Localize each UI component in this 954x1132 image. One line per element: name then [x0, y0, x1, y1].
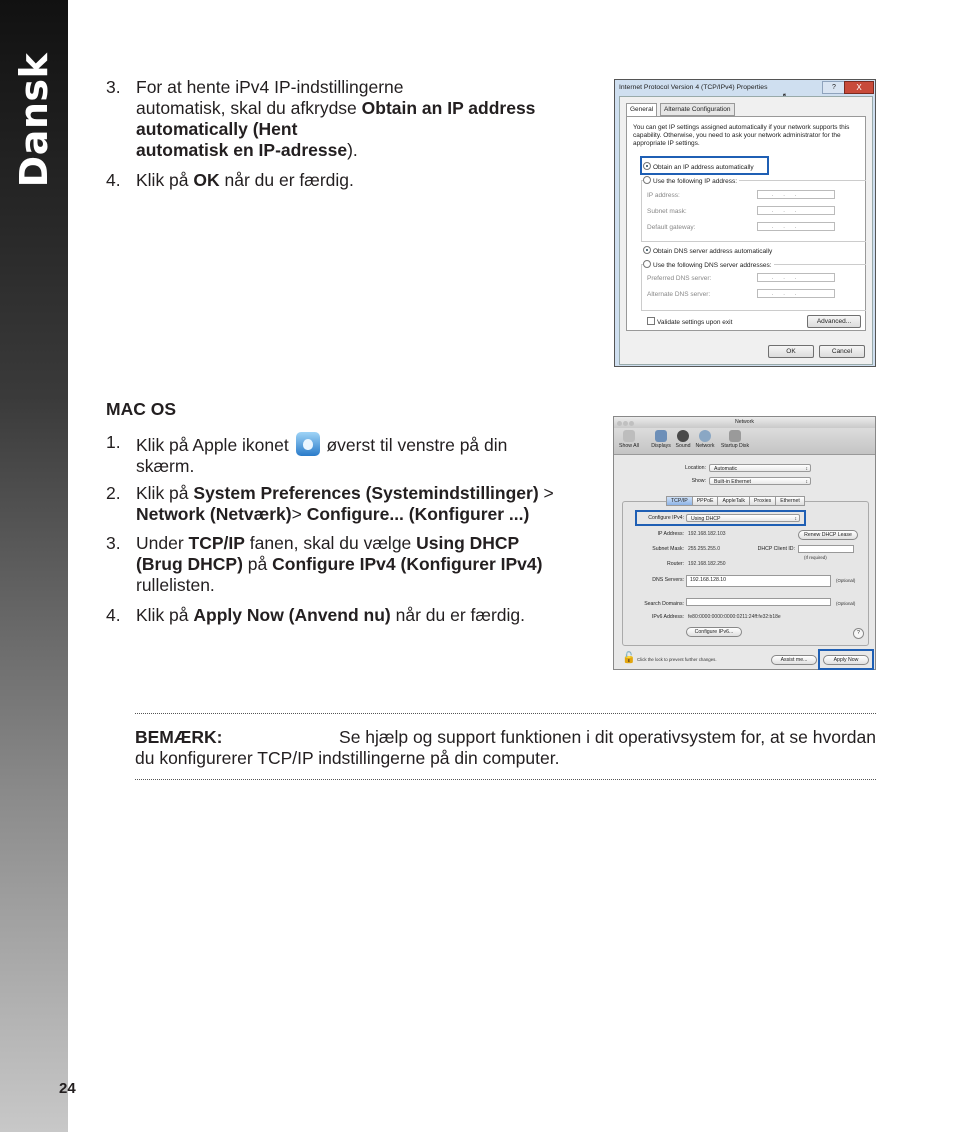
tab-proxies[interactable]: Proxies [749, 496, 776, 506]
step-text: på [242, 554, 273, 574]
apply-now-button[interactable]: Apply Now [823, 655, 869, 665]
divider [135, 779, 876, 780]
help-button[interactable]: ? [822, 81, 846, 94]
step-bold-text: (Brug DHCP) [136, 554, 243, 574]
step-bold-text: System Preferences (Systemindstillinger) [193, 483, 539, 503]
configure-ipv4-select[interactable]: Using DHCP ↕ [686, 514, 800, 522]
step-line [136, 533, 606, 554]
ipv6-address-value: fe80:0000:0000:0000:0211:24ff:fe32:b18e [688, 614, 781, 620]
search-domains-field[interactable] [686, 598, 831, 606]
step-text: Under [136, 533, 189, 553]
windows-step-4 [136, 170, 354, 191]
network-button[interactable] [692, 430, 718, 449]
windows-ipv4-dialog [614, 79, 876, 367]
dns-servers-field[interactable]: 192.168.128.10 [686, 575, 831, 587]
configure-ipv6-button[interactable]: Configure IPv6... [686, 627, 742, 637]
subnet-mask-field[interactable]: ... [757, 206, 835, 215]
search-domains-label: Search Domains: [644, 601, 684, 607]
step-line [136, 432, 586, 456]
highlight-box [635, 510, 806, 526]
tab-appletalk[interactable]: AppleTalk [717, 496, 750, 506]
dns-group [641, 264, 866, 311]
dhcp-client-id-field[interactable] [798, 545, 854, 553]
radio-icon [643, 260, 651, 268]
toolbar-label: Sound [675, 443, 691, 449]
location-select[interactable]: Automatic ↕ [709, 464, 811, 472]
step-text: når du er færdig. [390, 605, 525, 625]
mac-step-4 [136, 605, 525, 626]
tab-ethernet[interactable]: Ethernet [775, 496, 805, 506]
display-icon [655, 430, 667, 442]
lock-text: Click the lock to prevent further changes. [637, 657, 717, 662]
step-text: Klik på [136, 483, 194, 503]
step-line [136, 504, 606, 525]
note-line [135, 727, 876, 748]
step-line [136, 98, 596, 119]
alternate-dns-field[interactable]: ... [757, 289, 835, 298]
speaker-icon [677, 430, 689, 442]
mac-step-1 [136, 432, 586, 477]
mac-title-bar [614, 417, 875, 428]
step-number: 3. [106, 77, 121, 97]
if-required-note: (If required) [804, 555, 827, 560]
step-bold-text: Configure... (Konfigurer ...) [306, 504, 530, 524]
highlight-box [640, 156, 769, 175]
optional-note: (Optional) [836, 601, 856, 606]
show-all-button[interactable] [616, 430, 642, 449]
mac-network-dialog [613, 416, 876, 670]
renew-dhcp-button[interactable]: Renew DHCP Lease [798, 530, 858, 540]
step-text: Klik på [136, 605, 194, 625]
ip-address-field[interactable]: ... [757, 190, 835, 199]
step-line [136, 483, 606, 504]
step-line [136, 554, 606, 575]
step-text: øverst til venstre på din [321, 435, 508, 455]
ip-address-label: IP address: [647, 192, 680, 199]
alternate-dns-label: Alternate DNS server: [647, 291, 711, 298]
dialog-body [619, 96, 873, 365]
show-select[interactable]: Built-in Ethernet ↕ [709, 477, 811, 485]
lock-icon[interactable]: 🔓 [622, 652, 636, 664]
tab-pane [626, 116, 866, 331]
step-line: For at hente iPv4 IP-indstillingerne [136, 77, 404, 97]
note-text: Se hjælp og support funktionen i dit operativsystem for, at se hvordan [339, 727, 876, 747]
step-number: 1. [106, 432, 121, 452]
router-value: 192.168.182.250 [688, 561, 726, 567]
step-bold-text: automatically (Hent [136, 119, 298, 139]
side-label-text: Dansk [12, 52, 56, 188]
step-text: > [538, 483, 554, 503]
router-label: Router: [666, 561, 684, 567]
apple-icon [296, 432, 320, 456]
description: You can get IP settings assigned automatically if your network supports this capability. Otherwise, you need to ask your network administrator for the appropriate IP settings. [633, 124, 850, 147]
disk-icon [729, 430, 741, 442]
subnet-mask-value: 255.255.255.0 [688, 546, 720, 552]
mac-heading: MAC OS [106, 399, 176, 419]
side-label [0, 0, 68, 190]
globe-icon [699, 430, 711, 442]
default-gateway-field[interactable]: ... [757, 222, 835, 231]
configure-ipv4-label: Configure IPv4: [648, 515, 684, 521]
toolbar-label: Network [695, 443, 715, 449]
subnet-mask-label: Subnet mask: [647, 208, 687, 215]
windows-step-3 [136, 77, 596, 161]
radio-obtain-dns[interactable] [643, 246, 772, 255]
radio-use-ip[interactable] [643, 176, 739, 185]
validate-checkbox[interactable] [647, 317, 732, 326]
step-text: når du er færdig. [219, 170, 354, 190]
step-number: 4. [106, 170, 121, 190]
help-button[interactable]: ? [853, 628, 864, 639]
toolbar-label: Startup Disk [720, 443, 750, 449]
location-label: Location: [684, 465, 706, 471]
tab-tcp-ip[interactable]: TCP/IP [666, 496, 693, 506]
toolbar-label: Displays [651, 443, 671, 449]
step-bold-text: Using DHCP [416, 533, 520, 553]
preferred-dns-field[interactable]: ... [757, 273, 835, 282]
step-bold-text: OK [193, 170, 220, 190]
dhcp-client-id-label: DHCP Client ID: [757, 546, 795, 552]
cancel-button[interactable]: Cancel [819, 345, 865, 358]
checkbox-icon [647, 317, 655, 325]
step-number: 4. [106, 605, 121, 625]
step-bold-text: Configure IPv4 (Konfigurer IPv4) [272, 554, 543, 574]
step-number: 3. [106, 533, 121, 553]
radio-label: Obtain DNS server address automatically [653, 248, 773, 255]
checkbox-label: Validate settings upon exit [657, 319, 733, 326]
note [135, 727, 876, 769]
ok-button[interactable]: OK [768, 345, 814, 358]
step-text: automatisk, skal du afkrydse [136, 98, 362, 118]
ipv6-address-label: IPv6 Address: [651, 614, 684, 620]
step-text: > [291, 504, 307, 524]
radio-label: Obtain an IP address automatically [653, 164, 754, 171]
tab-general[interactable]: General [626, 103, 657, 117]
subnet-mask-label: Subnet Mask: [652, 546, 684, 552]
step-text: ). [347, 140, 358, 160]
page-number: 24 [59, 1080, 76, 1097]
step-line: rullelisten. [136, 575, 215, 595]
step-line: skærm. [136, 456, 195, 476]
mac-toolbar [614, 428, 875, 455]
step-bold-text: TCP/IP [188, 533, 245, 553]
show-label: Show: [691, 478, 706, 484]
default-gateway-label: Default gateway: [647, 224, 696, 231]
startup-disk-button[interactable] [718, 430, 752, 449]
toolbar-label: Show All [619, 443, 639, 449]
radio-use-dns[interactable] [643, 260, 774, 269]
preferred-dns-label: Preferred DNS server: [647, 275, 712, 282]
highlight-box [818, 649, 874, 670]
dns-servers-label: DNS Servers: [652, 577, 684, 583]
radio-label: Use the following IP address: [653, 178, 738, 185]
radio-icon [643, 176, 651, 184]
step-bold-text: Network (Netværk) [136, 504, 292, 524]
tab-pppoe[interactable]: PPPoE [692, 496, 719, 506]
note-label: BEMÆRK: [135, 727, 223, 747]
step-text: Klik på Apple ikonet [136, 435, 294, 455]
step-line [136, 140, 596, 161]
step-number: 2. [106, 483, 121, 503]
mac-title: Network [734, 419, 755, 425]
step-line [136, 119, 596, 140]
ip-address-value: 192.168.182.103 [688, 531, 726, 537]
advanced-button[interactable]: Advanced... [807, 315, 861, 328]
step-text: fanen, skal du vælge [244, 533, 417, 553]
mac-step-3 [136, 533, 606, 596]
grid-icon [623, 430, 635, 442]
step-bold-text: automatisk en IP-adresse [136, 140, 348, 160]
radio-icon [643, 246, 651, 254]
optional-note: (Optional) [836, 578, 856, 583]
mac-tabs [666, 496, 804, 505]
close-button[interactable]: X [844, 81, 874, 94]
step-text: Klik på [136, 170, 194, 190]
ip-address-label: IP Address: [657, 531, 684, 537]
step-bold-text: Apply Now (Anvend nu) [193, 605, 391, 625]
step-bold-text: Obtain an IP address [361, 98, 536, 118]
tab-alternate-configuration[interactable]: Alternate Configuration [660, 103, 735, 116]
assist-me-button[interactable]: Assist me... [771, 655, 817, 665]
dialog-title: Internet Protocol Version 4 (TCP/IPv4) Properties [619, 84, 768, 91]
radio-label: Use the following DNS server addresses: [653, 262, 772, 269]
note-line: du konfigurerer TCP/IP indstillingerne på din computer. [135, 748, 560, 768]
divider [135, 713, 876, 714]
mac-step-2 [136, 483, 606, 525]
